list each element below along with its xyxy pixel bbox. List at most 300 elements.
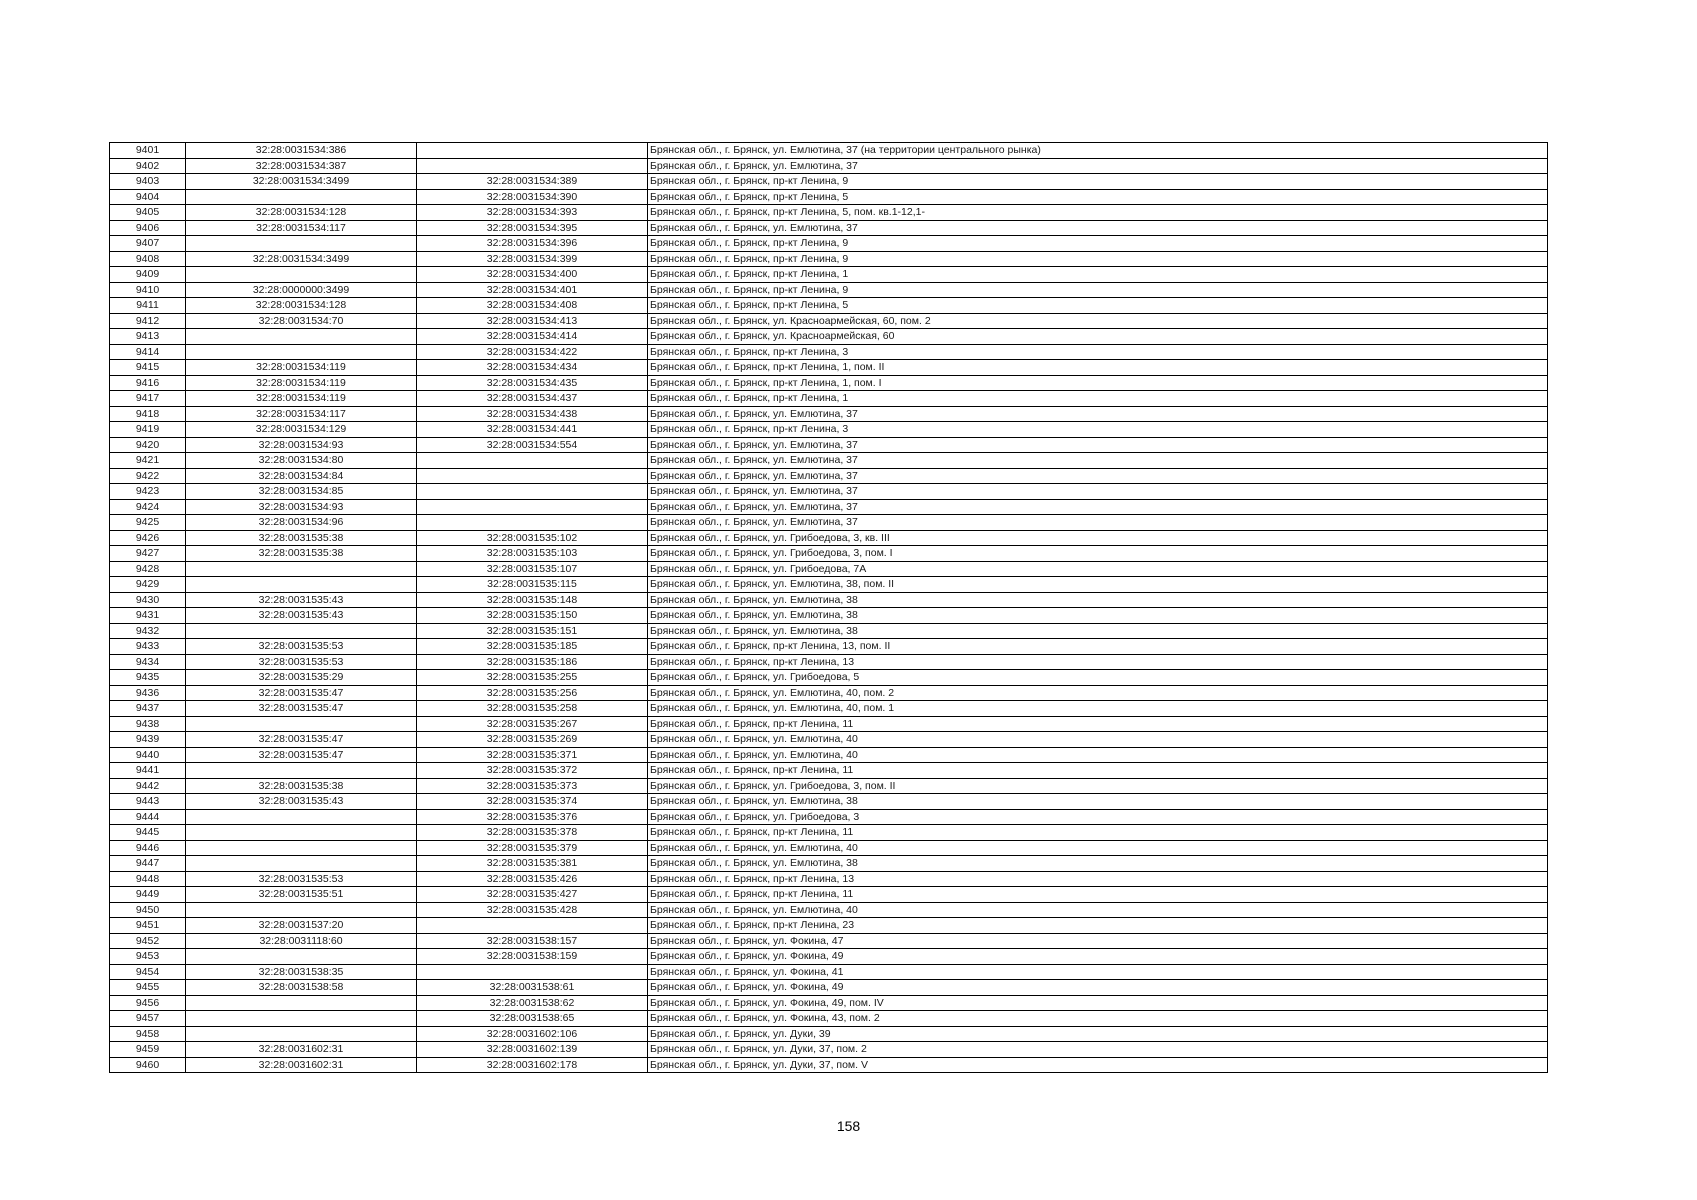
object-cadastral-cell: 32:28:0031535:148 [417, 592, 648, 608]
parcel-cadastral-cell: 32:28:0031535:43 [186, 794, 417, 810]
table-row [110, 825, 1548, 841]
address-cell: Брянская обл., г. Брянск, ул. Грибоедова, 5 [648, 670, 1548, 686]
object-cadastral-cell: 32:28:0031535:381 [417, 856, 648, 872]
table-row [110, 422, 1548, 438]
table-row [110, 701, 1548, 717]
row-number-cell: 9460 [110, 1057, 186, 1073]
table-row [110, 670, 1548, 686]
row-number-cell: 9410 [110, 282, 186, 298]
address-cell: Брянская обл., г. Брянск, ул. Дуки, 37, пом. V [648, 1057, 1548, 1073]
parcel-cadastral-cell: 32:28:0031534:386 [186, 143, 417, 159]
row-number-cell: 9405 [110, 205, 186, 221]
row-number-cell: 9428 [110, 561, 186, 577]
parcel-cadastral-cell: 32:28:0031535:29 [186, 670, 417, 686]
row-number-cell: 9425 [110, 515, 186, 531]
address-cell: Брянская обл., г. Брянск, ул. Грибоедова, 3, кв. III [648, 530, 1548, 546]
address-cell: Брянская обл., г. Брянск, ул. Грибоедова, 3, пом. I [648, 546, 1548, 562]
table-row [110, 778, 1548, 794]
object-cadastral-cell: 32:28:0031602:139 [417, 1042, 648, 1058]
address-cell: Брянская обл., г. Брянск, ул. Фокина, 43, пом. 2 [648, 1011, 1548, 1027]
table-row [110, 747, 1548, 763]
object-cadastral-cell: 32:28:0031535:150 [417, 608, 648, 624]
parcel-cadastral-cell: 32:28:0031537:20 [186, 918, 417, 934]
object-cadastral-cell: 32:28:0031535:426 [417, 871, 648, 887]
table-row [110, 391, 1548, 407]
object-cadastral-cell: 32:28:0031535:372 [417, 763, 648, 779]
object-cadastral-cell: 32:28:0031534:414 [417, 329, 648, 345]
row-number-cell: 9415 [110, 360, 186, 376]
table-row [110, 809, 1548, 825]
address-cell: Брянская обл., г. Брянск, пр-кт Ленина, 13 [648, 654, 1548, 670]
parcel-cadastral-cell [186, 236, 417, 252]
object-cadastral-cell: 32:28:0031538:62 [417, 995, 648, 1011]
row-number-cell: 9416 [110, 375, 186, 391]
object-cadastral-cell: 32:28:0031534:390 [417, 189, 648, 205]
object-cadastral-cell: 32:28:0031535:267 [417, 716, 648, 732]
address-cell: Брянская обл., г. Брянск, пр-кт Ленина, 13, пом. II [648, 639, 1548, 655]
row-number-cell: 9435 [110, 670, 186, 686]
parcel-cadastral-cell: 32:28:0031534:119 [186, 360, 417, 376]
parcel-cadastral-cell: 32:28:0031535:53 [186, 654, 417, 670]
table-row [110, 732, 1548, 748]
row-number-cell: 9440 [110, 747, 186, 763]
address-cell: Брянская обл., г. Брянск, ул. Емлютина, 37 [648, 453, 1548, 469]
address-cell: Брянская обл., г. Брянск, ул. Грибоедова, 3, пом. II [648, 778, 1548, 794]
address-cell: Брянская обл., г. Брянск, пр-кт Ленина, 9 [648, 174, 1548, 190]
parcel-cadastral-cell [186, 902, 417, 918]
object-cadastral-cell [417, 499, 648, 515]
object-cadastral-cell: 32:28:0031534:395 [417, 220, 648, 236]
parcel-cadastral-cell [186, 716, 417, 732]
row-number-cell: 9403 [110, 174, 186, 190]
address-cell: Брянская обл., г. Брянск, ул. Емлютина, 38 [648, 794, 1548, 810]
object-cadastral-cell: 32:28:0031535:185 [417, 639, 648, 655]
parcel-cadastral-cell: 32:28:0031534:117 [186, 220, 417, 236]
object-cadastral-cell: 32:28:0031535:151 [417, 623, 648, 639]
object-cadastral-cell: 32:28:0031535:428 [417, 902, 648, 918]
table-row [110, 1057, 1548, 1073]
address-cell: Брянская обл., г. Брянск, ул. Емлютина, 38 [648, 592, 1548, 608]
object-cadastral-cell: 32:28:0031535:371 [417, 747, 648, 763]
parcel-cadastral-cell [186, 809, 417, 825]
table-row [110, 220, 1548, 236]
row-number-cell: 9419 [110, 422, 186, 438]
object-cadastral-cell: 32:28:0031602:178 [417, 1057, 648, 1073]
address-cell: Брянская обл., г. Брянск, ул. Красноармейская, 60, пом. 2 [648, 313, 1548, 329]
row-number-cell: 9408 [110, 251, 186, 267]
address-cell: Брянская обл., г. Брянск, пр-кт Ленина, 1, пом. II [648, 360, 1548, 376]
object-cadastral-cell [417, 468, 648, 484]
table-row [110, 236, 1548, 252]
row-number-cell: 9433 [110, 639, 186, 655]
parcel-cadastral-cell: 32:28:0031534:3499 [186, 251, 417, 267]
table-row [110, 360, 1548, 376]
address-cell: Брянская обл., г. Брянск, ул. Емлютина, 38 [648, 608, 1548, 624]
row-number-cell: 9420 [110, 437, 186, 453]
table-row [110, 840, 1548, 856]
object-cadastral-cell: 32:28:0031535:374 [417, 794, 648, 810]
table-row [110, 1042, 1548, 1058]
object-cadastral-cell: 32:28:0031538:159 [417, 949, 648, 965]
row-number-cell: 9437 [110, 701, 186, 717]
object-cadastral-cell: 32:28:0031535:256 [417, 685, 648, 701]
row-number-cell: 9436 [110, 685, 186, 701]
row-number-cell: 9417 [110, 391, 186, 407]
address-cell: Брянская обл., г. Брянск, ул. Емлютина, 40, пом. 2 [648, 685, 1548, 701]
address-cell: Брянская обл., г. Брянск, ул. Дуки, 37, пом. 2 [648, 1042, 1548, 1058]
table-row [110, 189, 1548, 205]
object-cadastral-cell: 32:28:0031535:102 [417, 530, 648, 546]
parcel-cadastral-cell: 32:28:0031535:43 [186, 592, 417, 608]
row-number-cell: 9414 [110, 344, 186, 360]
table-row [110, 375, 1548, 391]
parcel-cadastral-cell [186, 825, 417, 841]
row-number-cell: 9404 [110, 189, 186, 205]
table-row [110, 174, 1548, 190]
table-row [110, 871, 1548, 887]
table-row [110, 1011, 1548, 1027]
row-number-cell: 9444 [110, 809, 186, 825]
table-row [110, 716, 1548, 732]
table-row [110, 499, 1548, 515]
table-row [110, 251, 1548, 267]
row-number-cell: 9409 [110, 267, 186, 283]
parcel-cadastral-cell: 32:28:0031535:38 [186, 530, 417, 546]
parcel-cadastral-cell: 32:28:0031534:128 [186, 205, 417, 221]
parcel-cadastral-cell [186, 856, 417, 872]
address-cell: Брянская обл., г. Брянск, пр-кт Ленина, 11 [648, 887, 1548, 903]
table-row [110, 546, 1548, 562]
address-cell: Брянская обл., г. Брянск, ул. Емлютина, 37 [648, 484, 1548, 500]
row-number-cell: 9432 [110, 623, 186, 639]
object-cadastral-cell [417, 918, 648, 934]
row-number-cell: 9447 [110, 856, 186, 872]
address-cell: Брянская обл., г. Брянск, ул. Емлютина, 37 [648, 220, 1548, 236]
row-number-cell: 9423 [110, 484, 186, 500]
parcel-cadastral-cell: 32:28:0031535:38 [186, 778, 417, 794]
address-cell: Брянская обл., г. Брянск, ул. Фокина, 47 [648, 933, 1548, 949]
address-cell: Брянская обл., г. Брянск, ул. Фокина, 49 [648, 949, 1548, 965]
row-number-cell: 9426 [110, 530, 186, 546]
parcel-cadastral-cell: 32:28:0031535:43 [186, 608, 417, 624]
address-cell: Брянская обл., г. Брянск, пр-кт Ленина, 11 [648, 763, 1548, 779]
row-number-cell: 9406 [110, 220, 186, 236]
table-row [110, 592, 1548, 608]
object-cadastral-cell: 32:28:0031535:378 [417, 825, 648, 841]
row-number-cell: 9427 [110, 546, 186, 562]
address-cell: Брянская обл., г. Брянск, ул. Дуки, 39 [648, 1026, 1548, 1042]
row-number-cell: 9455 [110, 980, 186, 996]
object-cadastral-cell: 32:28:0031534:400 [417, 267, 648, 283]
object-cadastral-cell: 32:28:0031534:441 [417, 422, 648, 438]
address-cell: Брянская обл., г. Брянск, ул. Грибоедова, 7А [648, 561, 1548, 577]
address-cell: Брянская обл., г. Брянск, ул. Емлютина, 37 [648, 158, 1548, 174]
table-row [110, 639, 1548, 655]
parcel-cadastral-cell: 32:28:0031535:53 [186, 871, 417, 887]
table-row [110, 918, 1548, 934]
row-number-cell: 9448 [110, 871, 186, 887]
address-cell: Брянская обл., г. Брянск, ул. Грибоедова, 3 [648, 809, 1548, 825]
table-row [110, 561, 1548, 577]
object-cadastral-cell: 32:28:0031535:107 [417, 561, 648, 577]
parcel-cadastral-cell: 32:28:0031535:38 [186, 546, 417, 562]
parcel-cadastral-cell: 32:28:0031534:80 [186, 453, 417, 469]
parcel-cadastral-cell: 32:28:0031534:129 [186, 422, 417, 438]
parcel-cadastral-cell [186, 329, 417, 345]
object-cadastral-cell: 32:28:0031534:401 [417, 282, 648, 298]
row-number-cell: 9454 [110, 964, 186, 980]
object-cadastral-cell: 32:28:0031535:376 [417, 809, 648, 825]
address-cell: Брянская обл., г. Брянск, ул. Емлютина, 37 [648, 499, 1548, 515]
table-row [110, 949, 1548, 965]
table-row [110, 143, 1548, 159]
address-cell: Брянская обл., г. Брянск, ул. Емлютина, 37 (на территории центрального рынка) [648, 143, 1548, 159]
parcel-cadastral-cell [186, 1026, 417, 1042]
table-row [110, 515, 1548, 531]
table-row [110, 685, 1548, 701]
object-cadastral-cell [417, 158, 648, 174]
row-number-cell: 9418 [110, 406, 186, 422]
row-number-cell: 9438 [110, 716, 186, 732]
table-row [110, 313, 1548, 329]
table-row [110, 468, 1548, 484]
row-number-cell: 9450 [110, 902, 186, 918]
address-cell: Брянская обл., г. Брянск, пр-кт Ленина, 9 [648, 251, 1548, 267]
parcel-cadastral-cell: 32:28:0031535:47 [186, 747, 417, 763]
table-row [110, 406, 1548, 422]
parcel-cadastral-cell [186, 949, 417, 965]
object-cadastral-cell: 32:28:0031535:258 [417, 701, 648, 717]
address-cell: Брянская обл., г. Брянск, пр-кт Ленина, 1 [648, 267, 1548, 283]
address-cell: Брянская обл., г. Брянск, ул. Емлютина, 40 [648, 902, 1548, 918]
row-number-cell: 9445 [110, 825, 186, 841]
parcel-cadastral-cell [186, 1011, 417, 1027]
address-cell: Брянская обл., г. Брянск, ул. Емлютина, 37 [648, 515, 1548, 531]
row-number-cell: 9424 [110, 499, 186, 515]
object-cadastral-cell: 32:28:0031535:427 [417, 887, 648, 903]
object-cadastral-cell: 32:28:0031534:389 [417, 174, 648, 190]
object-cadastral-cell [417, 484, 648, 500]
object-cadastral-cell: 32:28:0031602:106 [417, 1026, 648, 1042]
object-cadastral-cell: 32:28:0031534:399 [417, 251, 648, 267]
table-row [110, 437, 1548, 453]
parcel-cadastral-cell [186, 995, 417, 1011]
row-number-cell: 9456 [110, 995, 186, 1011]
table-row [110, 964, 1548, 980]
address-cell: Брянская обл., г. Брянск, ул. Емлютина, 38, пом. II [648, 577, 1548, 593]
table-row [110, 654, 1548, 670]
address-cell: Брянская обл., г. Брянск, ул. Емлютина, 40, пом. 1 [648, 701, 1548, 717]
parcel-cadastral-cell [186, 623, 417, 639]
table-row [110, 995, 1548, 1011]
table-row [110, 794, 1548, 810]
parcel-cadastral-cell: 32:28:0031534:119 [186, 391, 417, 407]
object-cadastral-cell: 32:28:0031535:186 [417, 654, 648, 670]
address-cell: Брянская обл., г. Брянск, ул. Красноармейская, 60 [648, 329, 1548, 345]
parcel-cadastral-cell: 32:28:0031534:117 [186, 406, 417, 422]
parcel-cadastral-cell: 32:28:0031534:3499 [186, 174, 417, 190]
address-cell: Брянская обл., г. Брянск, пр-кт Ленина, 11 [648, 716, 1548, 732]
parcel-cadastral-cell [186, 189, 417, 205]
table-row [110, 298, 1548, 314]
parcel-cadastral-cell [186, 577, 417, 593]
row-number-cell: 9422 [110, 468, 186, 484]
address-cell: Брянская обл., г. Брянск, пр-кт Ленина, 9 [648, 236, 1548, 252]
address-cell: Брянская обл., г. Брянск, пр-кт Ленина, 11 [648, 825, 1548, 841]
row-number-cell: 9431 [110, 608, 186, 624]
parcel-cadastral-cell [186, 267, 417, 283]
row-number-cell: 9446 [110, 840, 186, 856]
row-number-cell: 9452 [110, 933, 186, 949]
object-cadastral-cell: 32:28:0031535:103 [417, 546, 648, 562]
table-row [110, 530, 1548, 546]
object-cadastral-cell: 32:28:0031538:65 [417, 1011, 648, 1027]
table-row [110, 887, 1548, 903]
address-cell: Брянская обл., г. Брянск, пр-кт Ленина, 5 [648, 189, 1548, 205]
parcel-cadastral-cell: 32:28:0031602:31 [186, 1042, 417, 1058]
parcel-cadastral-cell: 32:28:0031535:53 [186, 639, 417, 655]
parcel-cadastral-cell: 32:28:0031534:85 [186, 484, 417, 500]
parcel-cadastral-cell [186, 840, 417, 856]
parcel-cadastral-cell: 32:28:0031534:93 [186, 437, 417, 453]
parcel-cadastral-cell: 32:28:0031535:47 [186, 732, 417, 748]
table-row [110, 902, 1548, 918]
row-number-cell: 9411 [110, 298, 186, 314]
parcel-cadastral-cell: 32:28:0031534:84 [186, 468, 417, 484]
object-cadastral-cell: 32:28:0031538:157 [417, 933, 648, 949]
object-cadastral-cell: 32:28:0031535:269 [417, 732, 648, 748]
table-row [110, 453, 1548, 469]
address-cell: Брянская обл., г. Брянск, пр-кт Ленина, 1, пом. I [648, 375, 1548, 391]
table-row [110, 267, 1548, 283]
parcel-cadastral-cell: 32:28:0031534:93 [186, 499, 417, 515]
parcel-cadastral-cell [186, 561, 417, 577]
table-row [110, 608, 1548, 624]
object-cadastral-cell: 32:28:0031534:435 [417, 375, 648, 391]
parcel-cadastral-cell: 32:28:0000000:3499 [186, 282, 417, 298]
parcel-cadastral-cell: 32:28:0031535:47 [186, 685, 417, 701]
parcel-cadastral-cell: 32:28:0031534:119 [186, 375, 417, 391]
parcel-cadastral-cell: 32:28:0031534:70 [186, 313, 417, 329]
address-cell: Брянская обл., г. Брянск, ул. Емлютина, 38 [648, 856, 1548, 872]
row-number-cell: 9459 [110, 1042, 186, 1058]
row-number-cell: 9449 [110, 887, 186, 903]
parcel-cadastral-cell: 32:28:0031118:60 [186, 933, 417, 949]
registry-table-body [110, 143, 1548, 1073]
row-number-cell: 9413 [110, 329, 186, 345]
row-number-cell: 9451 [110, 918, 186, 934]
row-number-cell: 9453 [110, 949, 186, 965]
address-cell: Брянская обл., г. Брянск, пр-кт Ленина, 13 [648, 871, 1548, 887]
row-number-cell: 9429 [110, 577, 186, 593]
row-number-cell: 9430 [110, 592, 186, 608]
address-cell: Брянская обл., г. Брянск, пр-кт Ленина, 9 [648, 282, 1548, 298]
address-cell: Брянская обл., г. Брянск, ул. Емлютина, 40 [648, 840, 1548, 856]
address-cell: Брянская обл., г. Брянск, пр-кт Ленина, 5, пом. кв.1-12,1- [648, 205, 1548, 221]
table-row [110, 329, 1548, 345]
address-cell: Брянская обл., г. Брянск, пр-кт Ленина, 3 [648, 344, 1548, 360]
row-number-cell: 9457 [110, 1011, 186, 1027]
object-cadastral-cell: 32:28:0031535:115 [417, 577, 648, 593]
address-cell: Брянская обл., г. Брянск, ул. Фокина, 49, пом. IV [648, 995, 1548, 1011]
parcel-cadastral-cell: 32:28:0031534:96 [186, 515, 417, 531]
table-row [110, 623, 1548, 639]
address-cell: Брянская обл., г. Брянск, ул. Емлютина, 40 [648, 732, 1548, 748]
row-number-cell: 9443 [110, 794, 186, 810]
address-cell: Брянская обл., г. Брянск, ул. Емлютина, 37 [648, 406, 1548, 422]
object-cadastral-cell: 32:28:0031534:396 [417, 236, 648, 252]
table-row [110, 158, 1548, 174]
row-number-cell: 9401 [110, 143, 186, 159]
parcel-cadastral-cell [186, 763, 417, 779]
table-row [110, 980, 1548, 996]
address-cell: Брянская обл., г. Брянск, ул. Фокина, 41 [648, 964, 1548, 980]
row-number-cell: 9421 [110, 453, 186, 469]
table-row [110, 1026, 1548, 1042]
address-cell: Брянская обл., г. Брянск, пр-кт Ленина, 3 [648, 422, 1548, 438]
parcel-cadastral-cell: 32:28:0031602:31 [186, 1057, 417, 1073]
table-row [110, 763, 1548, 779]
row-number-cell: 9412 [110, 313, 186, 329]
address-cell: Брянская обл., г. Брянск, пр-кт Ленина, 5 [648, 298, 1548, 314]
parcel-cadastral-cell [186, 344, 417, 360]
object-cadastral-cell: 32:28:0031534:554 [417, 437, 648, 453]
address-cell: Брянская обл., г. Брянск, ул. Емлютина, 37 [648, 437, 1548, 453]
parcel-cadastral-cell: 32:28:0031538:35 [186, 964, 417, 980]
row-number-cell: 9442 [110, 778, 186, 794]
object-cadastral-cell [417, 964, 648, 980]
row-number-cell: 9434 [110, 654, 186, 670]
parcel-cadastral-cell: 32:28:0031535:51 [186, 887, 417, 903]
table-row [110, 856, 1548, 872]
table-row [110, 577, 1548, 593]
address-cell: Брянская обл., г. Брянск, пр-кт Ленина, 1 [648, 391, 1548, 407]
registry-table [109, 142, 1548, 1073]
object-cadastral-cell [417, 453, 648, 469]
object-cadastral-cell: 32:28:0031535:255 [417, 670, 648, 686]
row-number-cell: 9441 [110, 763, 186, 779]
address-cell: Брянская обл., г. Брянск, ул. Емлютина, 38 [648, 623, 1548, 639]
object-cadastral-cell: 32:28:0031535:379 [417, 840, 648, 856]
parcel-cadastral-cell: 32:28:0031534:128 [186, 298, 417, 314]
object-cadastral-cell [417, 515, 648, 531]
parcel-cadastral-cell: 32:28:0031538:58 [186, 980, 417, 996]
object-cadastral-cell: 32:28:0031534:393 [417, 205, 648, 221]
object-cadastral-cell: 32:28:0031535:373 [417, 778, 648, 794]
object-cadastral-cell: 32:28:0031534:422 [417, 344, 648, 360]
table-row [110, 205, 1548, 221]
object-cadastral-cell: 32:28:0031534:413 [417, 313, 648, 329]
row-number-cell: 9402 [110, 158, 186, 174]
object-cadastral-cell: 32:28:0031534:438 [417, 406, 648, 422]
address-cell: Брянская обл., г. Брянск, ул. Емлютина, 37 [648, 468, 1548, 484]
table-row [110, 344, 1548, 360]
row-number-cell: 9458 [110, 1026, 186, 1042]
object-cadastral-cell: 32:28:0031534:408 [417, 298, 648, 314]
parcel-cadastral-cell: 32:28:0031534:387 [186, 158, 417, 174]
address-cell: Брянская обл., г. Брянск, ул. Емлютина, 40 [648, 747, 1548, 763]
table-row [110, 282, 1548, 298]
page-number: 158 [836, 1118, 861, 1134]
address-cell: Брянская обл., г. Брянск, пр-кт Ленина, 23 [648, 918, 1548, 934]
table-row [110, 933, 1548, 949]
parcel-cadastral-cell: 32:28:0031535:47 [186, 701, 417, 717]
object-cadastral-cell: 32:28:0031534:434 [417, 360, 648, 376]
object-cadastral-cell: 32:28:0031534:437 [417, 391, 648, 407]
object-cadastral-cell: 32:28:0031538:61 [417, 980, 648, 996]
row-number-cell: 9407 [110, 236, 186, 252]
table-row [110, 484, 1548, 500]
